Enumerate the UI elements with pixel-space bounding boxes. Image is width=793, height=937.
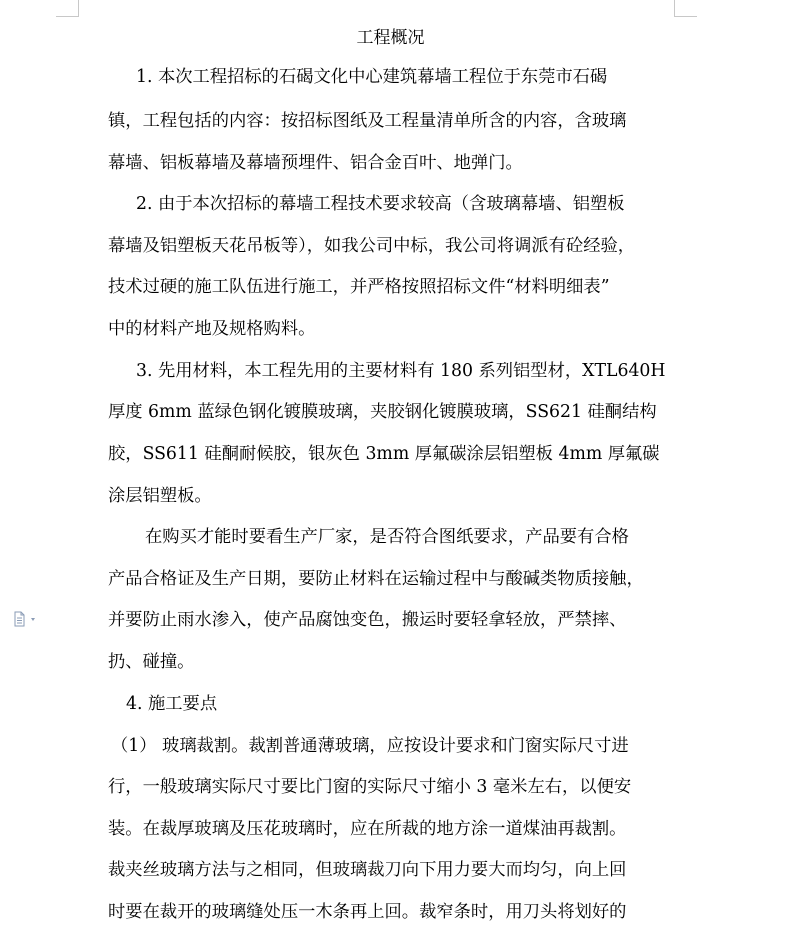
paragraph-2-line-1: 2. 由于本次招标的幕墙工程技术要求较高（含玻璃幕墙、铝塑板 [136, 194, 625, 214]
paragraph-3-line-4: 涂层铝塑板。 [108, 486, 212, 506]
page-corner-mark-right [674, 0, 697, 17]
paragraph-5-line-4: 裁夹丝玻璃方法与之相同，但玻璃裁刀向下用力要大而均匀，向上回 [108, 860, 627, 880]
paragraph-1-line-2: 镇，工程包括的内容：按招标图纸及工程量清单所含的内容，含玻璃 [108, 111, 627, 131]
paragraph-1-line-3: 幕墙、铝板幕墙及幕墙预埋件、铝合金百叶、地弹门。 [108, 153, 523, 173]
paragraph-4-line-2: 产品合格证及生产日期，要防止材料在运输过程中与酸碱类物质接触， [108, 569, 644, 589]
paragraph-2-line-3: 技术过硬的施工队伍进行施工，并严格按照招标文件“材料明细表” [108, 277, 610, 297]
paragraph-5-line-1: （1） 玻璃裁割。裁割普通薄玻璃，应按设计要求和门窗实际尺寸进 [111, 736, 629, 756]
paragraph-4-line-1: 在购买才能时要看生产厂家，是否符合图纸要求，产品要有合格 [145, 527, 629, 547]
section-heading-4: 4. 施工要点 [126, 694, 218, 714]
paragraph-5-line-2: 行，一般玻璃实际尺寸要比门窗的实际尺寸缩小 3 毫米左右，以便安 [108, 777, 632, 797]
paragraph-3-line-1: 3. 先用材料，本工程先用的主要材料有 180 系列铝型材，XTL640H [136, 361, 666, 381]
page-corner-mark-left [56, 0, 79, 17]
paragraph-3-line-2: 厚度 6mm 蓝绿色钢化镀膜玻璃，夹胶钢化镀膜玻璃，SS621 硅酮结构 [108, 402, 657, 422]
paragraph-5-line-5: 时要在裁开的玻璃缝处压一木条再上回。裁窄条时，用刀头将划好的 [108, 902, 627, 922]
paragraph-2-line-2: 幕墙及铝塑板天花吊板等），如我公司中标，我公司将调派有砼经验， [108, 236, 636, 256]
paragraph-2-line-4: 中的材料产地及规格购料。 [108, 319, 316, 339]
paragraph-4-line-4: 扔、碰撞。 [108, 652, 195, 672]
paragraph-3-line-3: 胶，SS611 硅酮耐候胶，银灰色 3mm 厚氟碳涂层铝塑板 4mm 厚氟碳 [108, 444, 660, 464]
paragraph-layout-icon[interactable] [13, 611, 41, 627]
paragraph-4-line-3: 并要防止雨水渗入，使产品腐蚀变色，搬运时要轻拿轻放，严禁摔、 [108, 610, 627, 630]
paragraph-1-line-1: 1. 本次工程招标的石碣文化中心建筑幕墙工程位于东莞市石碣 [136, 67, 608, 87]
document-title: 工程概况 [356, 28, 425, 48]
paragraph-5-line-3: 装。在裁厚玻璃及压花玻璃时，应在所裁的地方涂一道煤油再裁割。 [108, 819, 627, 839]
